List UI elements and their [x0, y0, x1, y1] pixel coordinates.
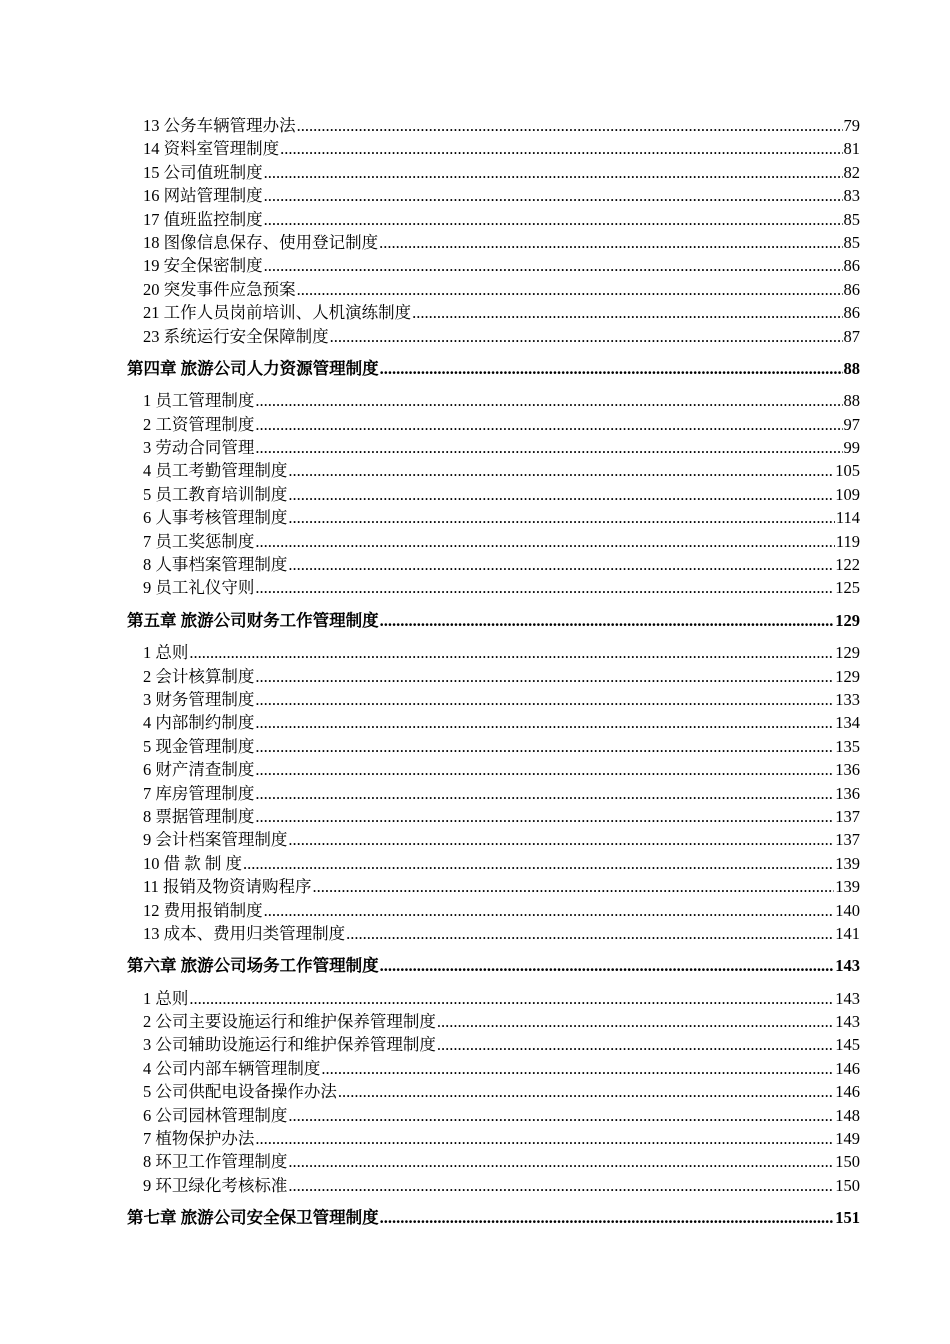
toc-entry[interactable] [127, 208, 860, 231]
toc-entry[interactable] [127, 1150, 860, 1173]
toc-entry[interactable] [127, 1080, 860, 1103]
dot-leader [255, 805, 834, 828]
toc-entry[interactable] [127, 459, 860, 482]
toc-entry[interactable] [127, 325, 860, 348]
toc-entry[interactable] [127, 688, 860, 711]
dot-leader [321, 1057, 834, 1080]
toc-entry[interactable] [127, 254, 860, 277]
toc-entry-title: 15 公司值班制度 [143, 162, 263, 182]
toc-entry[interactable] [127, 231, 860, 254]
toc-entry-title: 3 劳动合同管理 [143, 438, 255, 458]
toc-entry-title: 第六章 旅游公司场务工作管理制度 [127, 956, 379, 976]
toc-page-number: 150 [835, 1175, 860, 1195]
toc-entry-title: 19 安全保密制度 [143, 256, 263, 276]
toc-entry-title: 2 公司主要设施运行和维护保养管理制度 [143, 1012, 436, 1032]
toc-entry-title: 18 图像信息保存、使用登记制度 [143, 232, 379, 252]
toc-entry-title: 7 库房管理制度 [143, 783, 255, 803]
toc-entry-title: 第五章 旅游公司财务工作管理制度 [127, 610, 379, 630]
toc-page-number: 136 [835, 760, 860, 780]
toc-entry[interactable] [127, 875, 860, 898]
toc-entry[interactable] [127, 506, 860, 529]
toc-entry[interactable] [127, 389, 860, 412]
table-of-contents [127, 114, 860, 1239]
dot-leader [255, 530, 834, 553]
dot-leader [437, 1033, 834, 1056]
dot-leader [255, 413, 842, 436]
dot-leader [288, 553, 834, 576]
toc-entry-title: 1 总则 [143, 988, 189, 1008]
toc-page-number: 150 [835, 1152, 860, 1172]
toc-entry[interactable] [127, 1033, 860, 1056]
dot-leader [255, 576, 834, 599]
toc-entry-title: 2 工资管理制度 [143, 414, 255, 434]
toc-page-number: 122 [835, 555, 860, 575]
toc-entry[interactable] [127, 301, 860, 324]
toc-page-number: 88 [843, 391, 860, 411]
toc-entry-title: 5 员工教育培训制度 [143, 484, 288, 504]
toc-entry-title: 4 公司内部车辆管理制度 [143, 1058, 321, 1078]
toc-page-number: 119 [835, 531, 860, 551]
toc-entry-title: 8 票据管理制度 [143, 806, 255, 826]
toc-entry-title: 21 工作人员岗前培训、人机演练制度 [143, 303, 412, 323]
dot-leader [379, 231, 842, 254]
toc-entry-title: 17 值班监控制度 [143, 209, 263, 229]
toc-page-number: 140 [835, 900, 860, 920]
toc-entry-title: 13 公务车辆管理办法 [143, 116, 296, 135]
toc-entry-title: 23 系统运行安全保障制度 [143, 326, 329, 346]
dot-leader [346, 922, 834, 945]
toc-entry[interactable] [127, 1104, 860, 1127]
dot-leader [313, 875, 835, 898]
toc-entry-title: 3 财务管理制度 [143, 689, 255, 709]
toc-page-number: 81 [843, 139, 860, 159]
toc-entry-title: 9 环卫绿化考核标准 [143, 1175, 288, 1195]
toc-page-number: 143 [835, 988, 860, 1008]
toc-entry[interactable] [127, 1057, 860, 1080]
toc-entry[interactable] [127, 161, 860, 184]
toc-page-number: 151 [835, 1208, 860, 1228]
toc-entry-title: 13 成本、费用归类管理制度 [143, 923, 346, 943]
dot-leader [412, 301, 842, 324]
toc-entry[interactable] [127, 852, 860, 875]
toc-page-number: 97 [843, 414, 860, 434]
toc-entry[interactable] [127, 413, 860, 436]
toc-entry-title: 12 费用报销制度 [143, 900, 263, 920]
toc-entry[interactable] [127, 436, 860, 459]
toc-entry[interactable] [127, 184, 860, 207]
dot-leader [264, 161, 843, 184]
toc-page-number: 99 [843, 438, 860, 458]
toc-entry-title: 第七章 旅游公司安全保卫管理制度 [127, 1208, 379, 1228]
toc-page-number: 146 [835, 1082, 860, 1102]
dot-leader [189, 987, 834, 1010]
dot-leader [264, 184, 843, 207]
toc-entry-title: 6 人事考核管理制度 [143, 508, 288, 528]
toc-page-number: 143 [835, 956, 860, 976]
toc-entry[interactable] [127, 278, 860, 301]
toc-entry-title: 8 环卫工作管理制度 [143, 1152, 288, 1172]
toc-page-number: 82 [843, 162, 860, 182]
toc-entry-title: 10 借 款 制 度 [143, 853, 242, 873]
toc-chapter-heading[interactable] [127, 1206, 860, 1229]
toc-entry-title: 第四章 旅游公司人力资源管理制度 [127, 358, 379, 378]
toc-entry[interactable] [127, 782, 860, 805]
toc-entry-title: 9 员工礼仪守则 [143, 578, 255, 598]
toc-entry[interactable] [127, 114, 860, 137]
toc-entry[interactable] [127, 1174, 860, 1197]
toc-entry-title: 14 资料室管理制度 [143, 139, 280, 159]
toc-page-number: 86 [843, 279, 860, 299]
toc-page-number: 85 [843, 209, 860, 229]
toc-entry[interactable] [127, 735, 860, 758]
toc-entry-title: 16 网站管理制度 [143, 186, 263, 206]
toc-page-number: 129 [835, 610, 860, 630]
toc-page-number: 137 [835, 830, 860, 850]
toc-entry-title: 6 财产清查制度 [143, 760, 255, 780]
dot-leader [264, 254, 843, 277]
toc-page-number: 83 [843, 186, 860, 206]
toc-page-number: 146 [835, 1058, 860, 1078]
dot-leader [255, 735, 834, 758]
toc-page-number: 145 [835, 1035, 860, 1055]
toc-entry-title: 1 员工管理制度 [143, 391, 255, 411]
toc-page-number: 133 [835, 689, 860, 709]
toc-page-number: 125 [835, 578, 860, 598]
toc-entry[interactable] [127, 641, 860, 664]
toc-page-number: 139 [835, 853, 860, 873]
toc-entry-title: 7 植物保护办法 [143, 1129, 255, 1149]
toc-entry[interactable] [127, 987, 860, 1010]
toc-entry-title: 5 公司供配电设备操作办法 [143, 1082, 337, 1102]
toc-page-number: 88 [843, 358, 860, 378]
toc-entry[interactable] [127, 1127, 860, 1150]
toc-page-number: 114 [835, 508, 860, 528]
toc-entry-title: 3 公司辅助设施运行和维护保养管理制度 [143, 1035, 436, 1055]
toc-page-number: 135 [835, 736, 860, 756]
dot-leader [297, 278, 843, 301]
toc-page-number: 79 [843, 116, 860, 135]
toc-page-number: 149 [835, 1129, 860, 1149]
dot-leader [255, 665, 834, 688]
dot-leader [255, 389, 842, 412]
toc-entry-title: 8 人事档案管理制度 [143, 555, 288, 575]
toc-entry[interactable] [127, 899, 860, 922]
dot-leader [288, 1150, 834, 1173]
toc-entry-title: 11 报销及物资请购程序 [143, 877, 312, 897]
toc-page-number: 139 [835, 877, 860, 897]
toc-entry[interactable] [127, 758, 860, 781]
toc-entry-title: 4 内部制约制度 [143, 713, 255, 733]
dot-leader [264, 899, 835, 922]
dot-leader [264, 208, 843, 231]
toc-page-number: 129 [835, 643, 860, 663]
toc-page-number: 136 [835, 783, 860, 803]
toc-page-number: 129 [835, 666, 860, 686]
dot-leader [255, 1127, 834, 1150]
toc-entry[interactable] [127, 665, 860, 688]
dot-leader [338, 1080, 834, 1103]
toc-entry-title: 7 员工奖惩制度 [143, 531, 255, 551]
toc-entry-title: 6 公司园林管理制度 [143, 1105, 288, 1125]
dot-leader [243, 852, 834, 875]
toc-chapter-heading[interactable] [127, 357, 860, 380]
toc-page-number: 87 [843, 326, 860, 346]
dot-leader [255, 688, 834, 711]
toc-page-number: 148 [835, 1105, 860, 1125]
toc-page-number: 85 [843, 232, 860, 252]
toc-chapter-heading[interactable] [127, 609, 860, 632]
dot-leader [380, 357, 843, 380]
dot-leader [288, 459, 834, 482]
toc-entry-title: 2 会计核算制度 [143, 666, 255, 686]
dot-leader [330, 325, 843, 348]
toc-entry[interactable] [127, 1010, 860, 1033]
toc-entry[interactable] [127, 530, 860, 553]
dot-leader [280, 137, 842, 160]
toc-entry[interactable] [127, 711, 860, 734]
dot-leader [255, 758, 834, 781]
toc-entry-title: 1 总则 [143, 643, 189, 663]
toc-entry[interactable] [127, 828, 860, 851]
dot-leader [288, 483, 834, 506]
toc-page-number: 134 [835, 713, 860, 733]
toc-page-number: 141 [835, 923, 860, 943]
toc-chapter-heading[interactable] [127, 954, 860, 977]
dot-leader [288, 1174, 834, 1197]
dot-leader [380, 954, 835, 977]
toc-entry[interactable] [127, 805, 860, 828]
dot-leader [380, 1206, 835, 1229]
dot-leader [437, 1010, 834, 1033]
toc-entry[interactable] [127, 137, 860, 160]
toc-page-number: 86 [843, 256, 860, 276]
toc-page-number: 143 [835, 1012, 860, 1032]
dot-leader [255, 782, 834, 805]
dot-leader [380, 609, 835, 632]
toc-entry-title: 5 现金管理制度 [143, 736, 255, 756]
toc-entry[interactable] [127, 922, 860, 945]
toc-entry[interactable] [127, 553, 860, 576]
toc-entry-title: 4 员工考勤管理制度 [143, 461, 288, 481]
dot-leader [297, 114, 843, 137]
toc-entry[interactable] [127, 576, 860, 599]
dot-leader [288, 828, 834, 851]
toc-entry-title: 20 突发事件应急预案 [143, 279, 296, 299]
toc-entry-title: 9 会计档案管理制度 [143, 830, 288, 850]
toc-page-number: 105 [835, 461, 860, 481]
dot-leader [288, 1104, 834, 1127]
dot-leader [189, 641, 834, 664]
dot-leader [255, 711, 834, 734]
dot-leader [255, 436, 842, 459]
toc-entry[interactable] [127, 483, 860, 506]
toc-page-number: 137 [835, 806, 860, 826]
dot-leader [288, 506, 834, 529]
toc-page-number: 109 [835, 484, 860, 504]
toc-page-number: 86 [843, 303, 860, 323]
